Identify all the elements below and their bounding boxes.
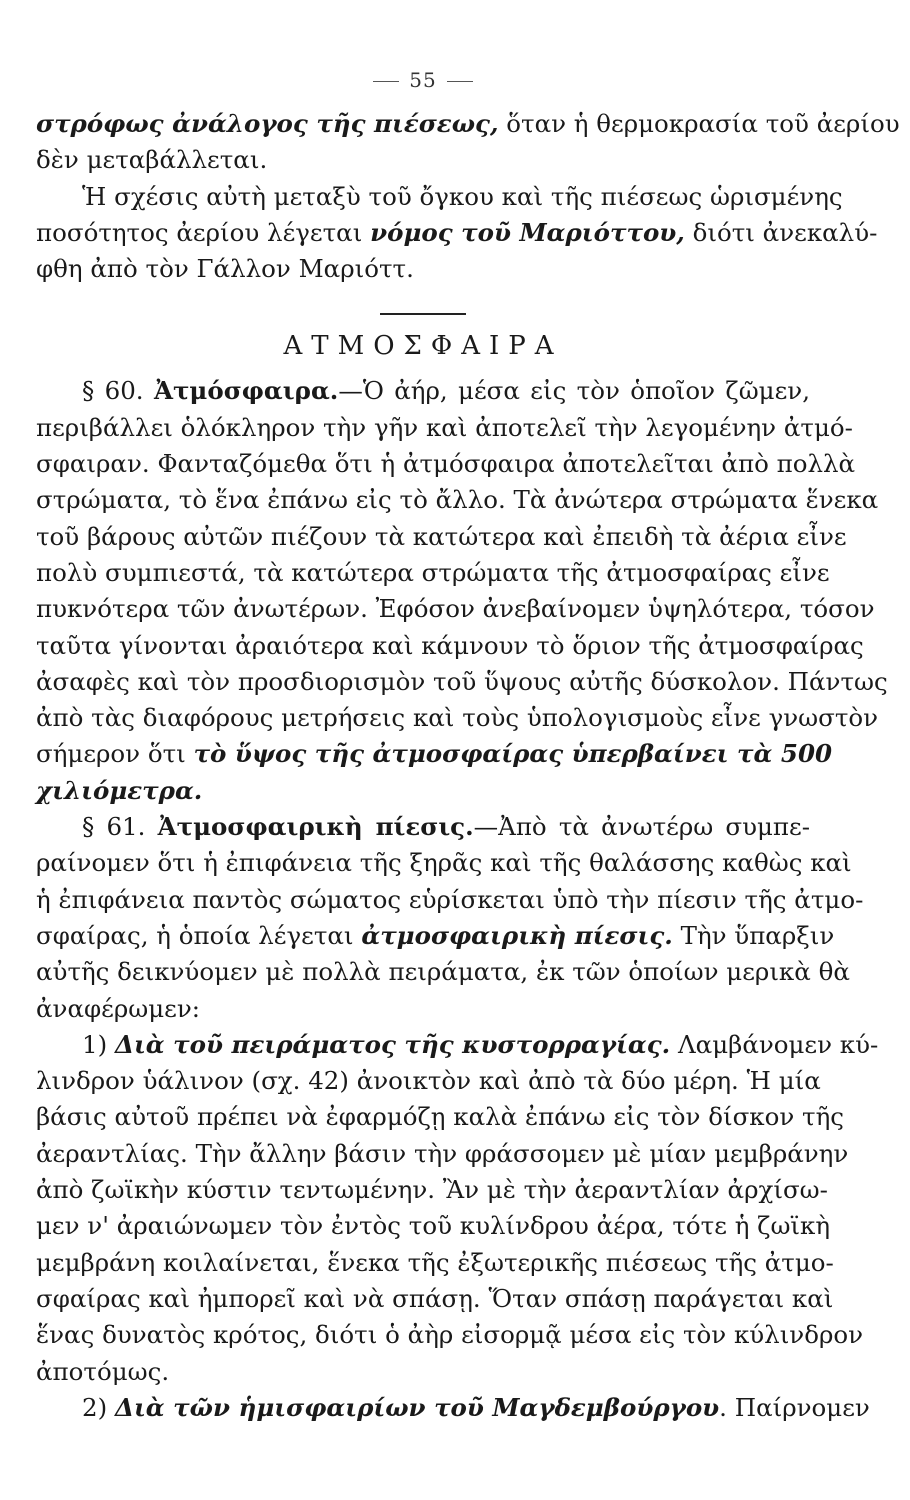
bold-italic-phrase: τὸ ὕψος τῆς ἀτμοσφαίρας ὑπερβαίνει τὰ 500 bbox=[193, 739, 833, 769]
text-line: πυκνότερα τῶν ἀνωτέρων. Ἐφόσον ἀνεβαίνομεν ὑψηλότερα, τόσον bbox=[36, 594, 875, 624]
text-line: ἀεραντλίας. Τὴν ἄλλην βάσιν τὴν φράσσομεν μὲ μίαν μεμβράνην bbox=[36, 1138, 849, 1168]
section-number: § 60. bbox=[82, 376, 154, 406]
text-line bbox=[36, 918, 835, 954]
text-line: ἀπὸ τὰς διαφόρους μετρήσεις καὶ τοὺς ὑπολογισμοὺς εἶνε γνωστὸν bbox=[36, 703, 879, 733]
text-line: ἀποτόμως. bbox=[36, 1356, 170, 1386]
section-divider bbox=[380, 313, 466, 315]
text-span: σφαίρας, ἡ ὁποία λέγεται bbox=[36, 920, 362, 950]
section-number: § 61. bbox=[82, 812, 158, 842]
bold-italic-phrase: στρόφως ἀνάλογος τῆς πιέσεως, bbox=[36, 109, 499, 138]
text-line bbox=[36, 215, 878, 251]
text-line: σφαίρας καὶ ἠμπορεῖ καὶ νὰ σπάσῃ. Ὅταν σπάσῃ παράγεται καὶ bbox=[36, 1283, 834, 1313]
text-line: τοῦ βάρους αὐτῶν πιέζουν τὰ κατώτερα καὶ ἐπειδὴ τὰ ἀέρια εἶνε bbox=[36, 521, 847, 551]
text-span: —Ὁ ἀήρ, μέσα εἰς τὸν ὁποῖον ζῶμεν, bbox=[338, 376, 810, 406]
section-heading: Ἀτμοσφαιρικὴ πίεσις. bbox=[157, 812, 474, 842]
item-number: 2) bbox=[82, 1392, 115, 1422]
text-span: διότι ἀνεκαλύ- bbox=[684, 217, 878, 247]
text-line: περιβάλλει ὁλόκληρον τὴν γῆν καὶ ἀποτελεῖ τὴν λεγομένην ἀτμό- bbox=[36, 412, 853, 442]
text-line: ραίνομεν ὅτι ἡ ἐπιφάνεια τῆς ξηρᾶς καὶ τῆς θαλάσσης καθὼς καὶ bbox=[36, 848, 852, 878]
text-span: Τὴν ὕπαρξιν bbox=[672, 920, 835, 950]
page-number-text: 55 bbox=[409, 68, 437, 92]
text-line bbox=[36, 736, 833, 772]
text-line: σφαιραν. Φανταζόμεθα ὅτι ἡ ἀτμόσφαιρα ἀποτελεῖται ἀπὸ πολλὰ bbox=[36, 449, 856, 479]
text-line: ἡ ἐπιφάνεια παντὸς σώματος εὑρίσκεται ὑπὸ τὴν πίεσιν τῆς ἀτμο- bbox=[36, 884, 864, 914]
bold-italic-phrase: ἀτμοσφαιρικὴ πίεσις. bbox=[361, 920, 673, 950]
text-line: ἕνας δυνατὸς κρότος, διότι ὁ ἀὴρ εἰσορμᾷ μέσα εἰς τὸν κύλινδρον bbox=[36, 1320, 863, 1350]
text-line: λινδρον ὑάλινον (σχ. 42) ἀνοικτὸν καὶ ἀπὸ τὰ δύο μέρη. Ἡ μία bbox=[36, 1066, 821, 1096]
bold-italic-phrase: Διὰ τῶν ἡμισφαιρίων τοῦ Μαγδεμβούργου bbox=[114, 1392, 720, 1422]
text-span: ὅταν ἡ θερμοκρασία τοῦ ἀερίου bbox=[498, 109, 900, 138]
text-line: φθη ἀπὸ τὸν Γάλλον Μαριόττ. bbox=[36, 254, 414, 284]
paragraph-boyle-end bbox=[36, 106, 900, 179]
bold-italic-phrase: νόμος τοῦ Μαριόττου, bbox=[370, 217, 685, 247]
text-span: . Παίρνομεν bbox=[719, 1392, 870, 1422]
text-line bbox=[36, 373, 810, 409]
text-line bbox=[36, 1390, 870, 1426]
paragraph-mariotte-law bbox=[36, 179, 878, 288]
dash-left bbox=[373, 81, 399, 82]
text-line bbox=[36, 1027, 879, 1063]
text-line: μεμβράνη κοιλαίνεται, ἕνεκα τῆς ἐξωτερικῆς πιέσεως τῆς ἀτμο- bbox=[36, 1247, 834, 1277]
text-line: δὲν μεταβάλλεται. bbox=[36, 145, 268, 175]
text-line: ταῦτα γίνονται ἀραιότερα καὶ κάμνουν τὸ ὅριον τῆς ἀτμοσφαίρας bbox=[36, 630, 864, 660]
bold-italic-phrase: Διὰ τοῦ πειράματος τῆς κυστορραγίας. bbox=[114, 1029, 671, 1059]
text-span: σήμερον ὅτι bbox=[36, 739, 194, 769]
text-line: χιλιόμετρα. bbox=[36, 775, 203, 805]
text-line: Ἡ σχέσις αὐτὴ μεταξὺ τοῦ ὄγκου καὶ τῆς πιέσεως ὡρισμένης bbox=[82, 181, 843, 211]
experiment-1 bbox=[36, 1027, 879, 1390]
text-line bbox=[36, 809, 810, 845]
page-number bbox=[36, 68, 810, 92]
text-line: βάσις αὐτοῦ πρέπει νὰ ἐφαρμόζῃ καλὰ ἐπάνω εἰς τὸν δίσκον τῆς bbox=[36, 1102, 844, 1132]
section-heading: Ἀτμόσφαιρα. bbox=[153, 376, 339, 406]
section-61-pressure bbox=[36, 809, 864, 1027]
text-line: ἀναφέρωμεν: bbox=[36, 993, 200, 1023]
section-title: ΑΤΜΟΣΦΑΙΡΑ bbox=[283, 331, 563, 362]
text-line: ἀσαφὲς καὶ τὸν προσδιορισμὸν τοῦ ὕψους αὐτῆς δύσκολον. Πάντως bbox=[36, 666, 888, 696]
text-span: Λαμβάνομεν κύ- bbox=[670, 1029, 879, 1059]
text-line: μεν ν' ἀραιώνωμεν τὸν ἐντὸς τοῦ κυλίνδρου ἀέρα, τότε ἡ ζωϊκὴ bbox=[36, 1211, 831, 1241]
text-line: πολὺ συμπιεστά, τὰ κατώτερα στρώματα τῆς ἀτμοσφαίρας εἶνε bbox=[36, 557, 830, 587]
section-60-atmosphere bbox=[36, 373, 888, 809]
text-span: ποσότητος ἀερίου λέγεται bbox=[36, 217, 371, 247]
text-line: ἀπὸ ζωϊκὴν κύστιν τεντωμένην. Ἂν μὲ τὴν ἀεραντλίαν ἀρχίσω- bbox=[36, 1175, 828, 1205]
text-line bbox=[36, 106, 900, 142]
text-line: αὐτῆς δεικνύομεν μὲ πολλὰ πειράματα, ἐκ τῶν ὁποίων μερικὰ θὰ bbox=[36, 957, 850, 987]
text-line: στρώματα, τὸ ἕνα ἐπάνω εἰς τὸ ἄλλο. Τὰ ἀνώτερα στρώματα ἕνεκα bbox=[36, 485, 879, 515]
item-number: 1) bbox=[82, 1029, 115, 1059]
text-span: —Ἀπὸ τὰ ἀνωτέρω συμπε- bbox=[473, 812, 811, 842]
experiment-2 bbox=[36, 1390, 870, 1426]
dash-right bbox=[447, 81, 473, 82]
